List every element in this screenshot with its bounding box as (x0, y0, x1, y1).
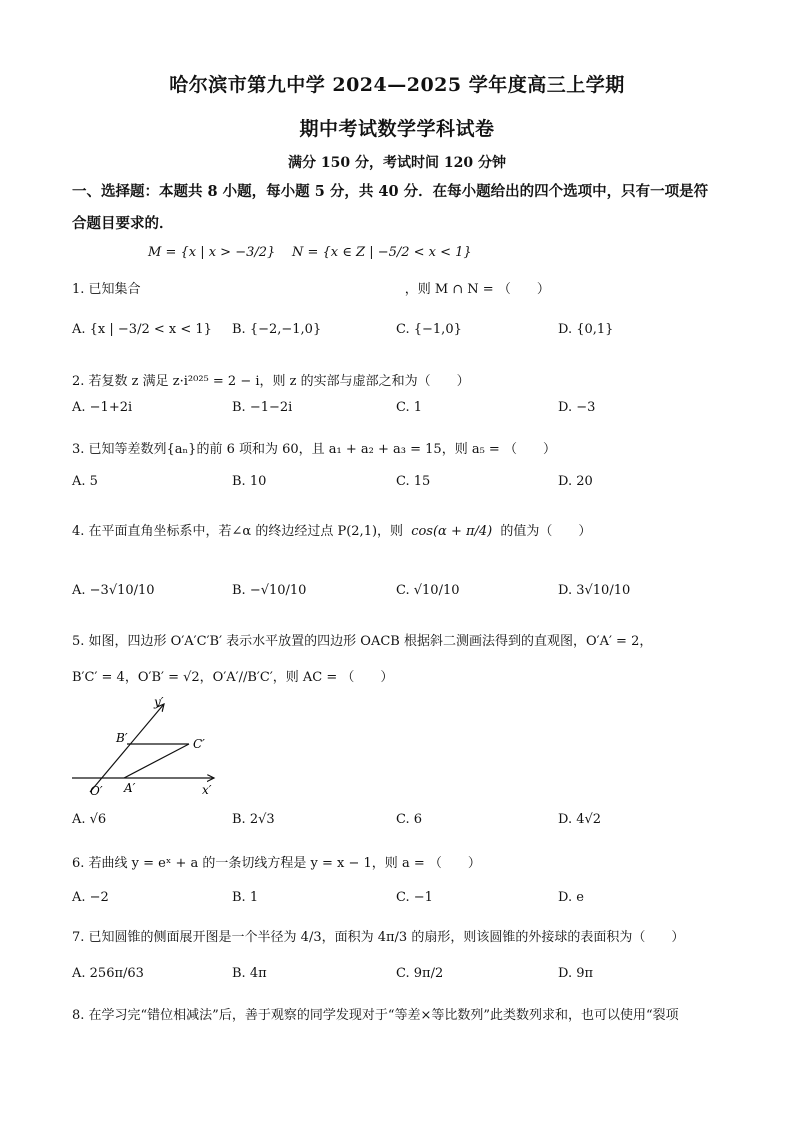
q7-option-b: B. 4π (232, 966, 267, 981)
q1-option-c: C. {−1,0} (396, 322, 462, 337)
question-4-stem-c: 的值为（ ） (500, 524, 592, 539)
label-b-prime: B′ (116, 731, 128, 745)
question-5-line1: 5. 如图，四边形 O′A′C′B′ 表示水平放置的四边形 OACB 根据斜二测画法得到的直观图，O′A′ = 2， (72, 634, 653, 649)
q7-option-a: A. 256π/63 (72, 966, 144, 981)
q3-option-d: D. 20 (558, 474, 593, 489)
question-7: 7. 已知圆锥的侧面展开图是一个半径为 4/3，面积为 4π/3 的扇形，则该圆锥的外接球的表面积为（ ） (72, 930, 685, 945)
segment-ac (124, 744, 189, 778)
question-8: 8. 在学习完“错位相减法”后，善于观察的同学发现对于“等差×等比数列”此类数列求和，也可以使用“裂项 (72, 1008, 679, 1023)
q6-option-a: A. −2 (72, 890, 109, 905)
question-3: 3. 已知等差数列{aₙ}的前 6 项和为 60，且 a₁ + a₂ + a₃ = 15，则 a₅ = （ ） (72, 442, 556, 457)
section-heading: 一、选择题：本题共 8 小题，每小题 5 分，共 40 分．在每小题给出的四个选项中，只有一项是符合题目要求的． (72, 183, 709, 232)
q7-option-c: C. 9π/2 (396, 966, 444, 981)
q4-option-b: B. −√10/10 (232, 583, 307, 598)
q3-option-b: B. 10 (232, 474, 267, 489)
set-m-definition: M = {x | x > −3/2} (148, 245, 276, 260)
q1-option-b: B. {−2,−1,0} (232, 322, 322, 337)
q2-option-d: D. −3 (558, 400, 596, 415)
question-1-prefix: 1. 已知集合 (72, 282, 141, 297)
q4-option-a: A. −3√10/10 (72, 583, 155, 598)
q5-option-c: C. 6 (396, 812, 423, 827)
q6-option-c: C. −1 (396, 890, 433, 905)
q4-option-d: D. 3√10/10 (558, 583, 631, 598)
q1-option-a: A. {x | −3/2 < x < 1} (72, 322, 212, 337)
exam-title-line2: 期中考试数学学科试卷 (299, 118, 495, 140)
question-1-line (72, 278, 550, 297)
question-4 (72, 520, 591, 539)
q1-option-d: D. {0,1} (558, 322, 614, 337)
q2-option-b: B. −1−2i (232, 400, 293, 415)
label-o-prime: O′ (90, 784, 103, 798)
y-axis-line (90, 704, 164, 792)
q3-option-a: A. 5 (72, 474, 98, 489)
question-5-line2: B′C′ = 4，O′B′ = √2，O′A′//B′C′，则 AC = （ ） (72, 670, 394, 685)
q4-option-c: C. √10/10 (396, 583, 460, 598)
label-y-prime: y′ (154, 696, 164, 709)
question-4-expression: cos(α + π/4) (411, 524, 493, 539)
q6-option-d: D. e (558, 890, 584, 905)
q6-option-b: B. 1 (232, 890, 259, 905)
q2-option-a: A. −1+2i (72, 400, 133, 415)
q5-option-d: D. 4√2 (558, 812, 602, 827)
q2-option-c: C. 1 (396, 400, 423, 415)
q5-option-b: B. 2√3 (232, 812, 275, 827)
q3-option-c: C. 15 (396, 474, 431, 489)
label-c-prime: C′ (193, 737, 205, 751)
exam-subtitle: 满分 150 分，考试时间 120 分钟 (288, 155, 506, 171)
label-x-prime: x′ (202, 783, 212, 797)
question-2: 2. 若复数 z 满足 z·i²⁰²⁵ = 2 − i，则 z 的实部与虚部之和为（ ） (72, 374, 470, 389)
question-1-suffix: ，则 M ∩ N = （ ） (404, 282, 550, 297)
q5-option-a: A. √6 (72, 812, 107, 827)
question-4-stem-a: 4. 在平面直角坐标系中，若∠α 的终边经过点 P(2,1)，则 (72, 524, 404, 539)
set-n-definition: N = {x ∈ Z | −5/2 < x < 1} (292, 245, 472, 260)
exam-title-line1: 哈尔滨市第九中学 2024—2025 学年度高三上学期 (169, 74, 625, 96)
oblique-projection-figure (72, 696, 232, 800)
question-6: 6. 若曲线 y = eˣ + a 的一条切线方程是 y = x − 1，则 a = （ ） (72, 856, 481, 871)
label-a-prime: A′ (124, 781, 136, 795)
q7-option-d: D. 9π (558, 966, 594, 981)
